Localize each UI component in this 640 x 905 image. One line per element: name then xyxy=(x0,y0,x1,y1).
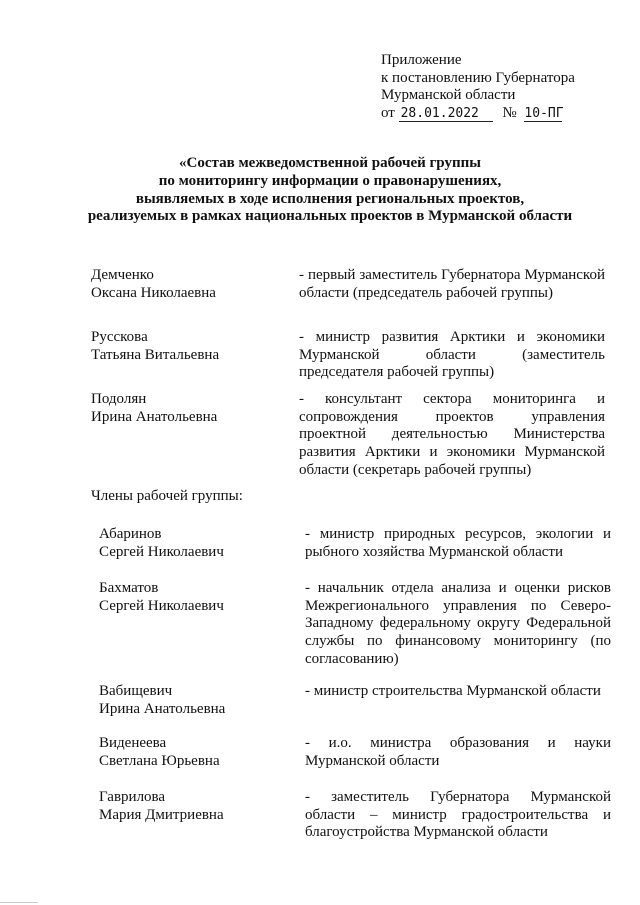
person-role: - министр природных ресурсов, экологии и рыбного хозяйства Мурманской области xyxy=(305,526,611,560)
person-surname: Вабищевич xyxy=(99,683,173,699)
person-given-names: Татьяна Витальевна xyxy=(91,346,220,363)
person-given-names: Ирина Анатольевна xyxy=(99,700,226,717)
title-line-4: реализуемых в рамках национальных проектов в Мурманской области xyxy=(87,208,573,225)
appendix-region: Мурманской области xyxy=(381,87,516,103)
member-row xyxy=(99,526,299,561)
person-role: - консультант сектора мониторинга и сопровождения проектов управления проектной деятельностью Министерства развития Арктики и экономики Мурманской области (секретарь рабочей группы) xyxy=(299,391,605,478)
member-row xyxy=(99,683,299,718)
person-role: - начальник отдела анализа и оценки рисков Межрегионального управления по Северо-Западному федеральному округу Федеральной службы по финансовому мониторингу (по согласованию) xyxy=(305,580,611,667)
person-given-names: Сергей Николаевич xyxy=(99,543,224,560)
title-line-3: выявляемых в ходе исполнения региональных проектов, xyxy=(135,190,525,207)
member-row xyxy=(99,580,299,615)
person-role: - первый заместитель Губернатора Мурманской области (председатель рабочей группы) xyxy=(299,267,605,301)
person-surname: Бахматов xyxy=(99,580,159,596)
date-prefix: от xyxy=(381,104,395,121)
leader-row xyxy=(91,267,291,302)
member-row xyxy=(99,789,299,824)
person-surname: Демченко xyxy=(91,267,154,283)
appendix-title: Приложение xyxy=(381,52,462,68)
title-line-2: по мониторингу информации о правонарушениях, xyxy=(158,172,502,189)
person-given-names: Сергей Николаевич xyxy=(99,597,224,614)
person-surname: Абаринов xyxy=(99,526,162,542)
person-role: - и.о. министра образования и науки Мурманской области xyxy=(305,735,611,769)
document-title xyxy=(60,155,600,226)
member-row xyxy=(99,735,299,770)
person-surname: Виденеева xyxy=(99,735,167,751)
appendix-date-line xyxy=(381,105,621,123)
leader-row xyxy=(91,329,291,364)
number-sign: № xyxy=(502,104,517,121)
person-surname: Подолян xyxy=(91,391,147,407)
person-given-names: Светлана Юрьевна xyxy=(99,752,220,769)
person-role: - заместитель Губернатора Мурманской области – министр градостроительства и благоустройства Мурманской области xyxy=(305,789,611,841)
person-surname: Русскова xyxy=(91,329,148,345)
members-heading: Члены рабочей группы: xyxy=(91,488,243,504)
person-given-names: Мария Дмитриевна xyxy=(99,806,224,823)
decree-date: 28.01.2022 xyxy=(399,107,493,122)
person-given-names: Оксана Николаевна xyxy=(91,284,216,301)
appendix-reference: к постановлению Губернатора xyxy=(381,69,575,86)
title-line-1: «Состав межведомственной рабочей группы xyxy=(179,155,481,171)
person-role: - министр развития Арктики и экономики Мурманской области (заместитель председателя рабочей группы) xyxy=(299,329,605,381)
scan-edge-mark xyxy=(0,902,38,903)
person-role: - министр строительства Мурманской области xyxy=(305,683,601,699)
appendix-block xyxy=(381,52,621,122)
person-given-names: Ирина Анатольевна xyxy=(91,408,218,425)
person-surname: Гаврилова xyxy=(99,789,166,805)
leader-row xyxy=(91,391,291,426)
decree-number: 10-ПГ xyxy=(524,105,564,121)
